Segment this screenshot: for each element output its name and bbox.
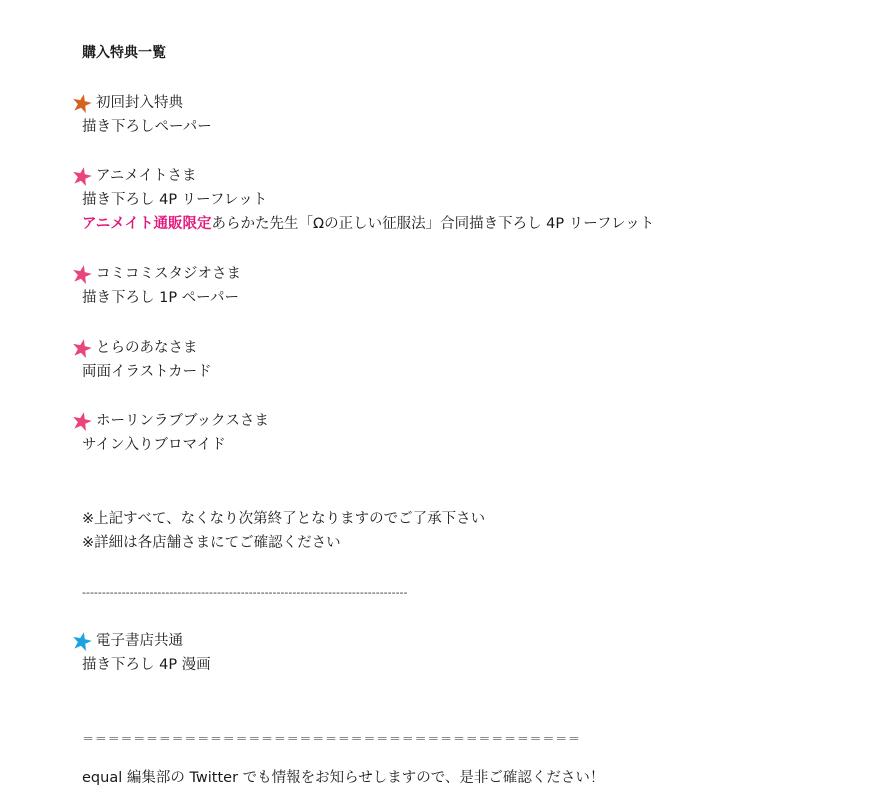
section-heading-ebook — [82, 632, 183, 650]
section-item: 描き下ろしペーパー — [82, 119, 212, 135]
star-icon — [72, 631, 92, 651]
star-icon — [72, 166, 92, 186]
note-line: ※上記すべて、なくなり次第終了となりますのでご了承下さい — [82, 511, 486, 527]
section-store-name: コミコミスタジオさま — [96, 266, 241, 282]
note-line: ※詳細は各店舗さまにてご確認ください — [82, 535, 341, 551]
star-icon — [72, 338, 92, 358]
section-item: 描き下ろし 4P 漫画 — [82, 657, 211, 673]
section-heading-first-print — [82, 94, 183, 112]
page-title: 購入特典一覧 — [82, 45, 166, 61]
section-store-name: 初回封入特典 — [96, 95, 183, 111]
section-item: 両面イラストカード — [82, 364, 212, 380]
section-item: サイン入りブロマイド — [82, 437, 226, 453]
special-text: あらかた先生「Ωの正しい征服法」合同描き下ろし 4P リーフレット — [211, 216, 655, 232]
special-highlight: アニメイト通販限定 — [82, 216, 212, 232]
star-icon — [72, 93, 92, 113]
section-item: 描き下ろし 1P ペーパー — [82, 290, 239, 306]
section-special-item — [82, 215, 654, 233]
star-icon — [72, 264, 92, 284]
star-icon — [72, 411, 92, 431]
section-store-name: とらのあなさま — [96, 340, 198, 356]
footer-text: equal 編集部の Twitter でも情報をお知らせしますので、是非ご確認ください！ — [82, 770, 605, 786]
section-store-name: アニメイトさま — [96, 168, 197, 184]
section-store-name: ホーリンラブブックスさま — [96, 413, 269, 429]
equals-divider: ＝＝＝＝＝＝＝＝＝＝＝＝＝＝＝＝＝＝＝＝＝＝＝＝＝＝＝＝＝＝＝＝＝＝＝＝＝＝＝ — [82, 732, 581, 746]
section-item: 描き下ろし 4P リーフレット — [82, 192, 268, 208]
section-heading-comicomi — [82, 265, 241, 283]
section-store-name: 電子書店共通 — [96, 633, 183, 649]
dash-divider: ---------------------------------------------------------------------------------- — [82, 586, 408, 599]
section-heading-animate — [82, 167, 196, 185]
section-heading-holly — [82, 412, 269, 430]
section-heading-toranoana — [82, 339, 198, 357]
